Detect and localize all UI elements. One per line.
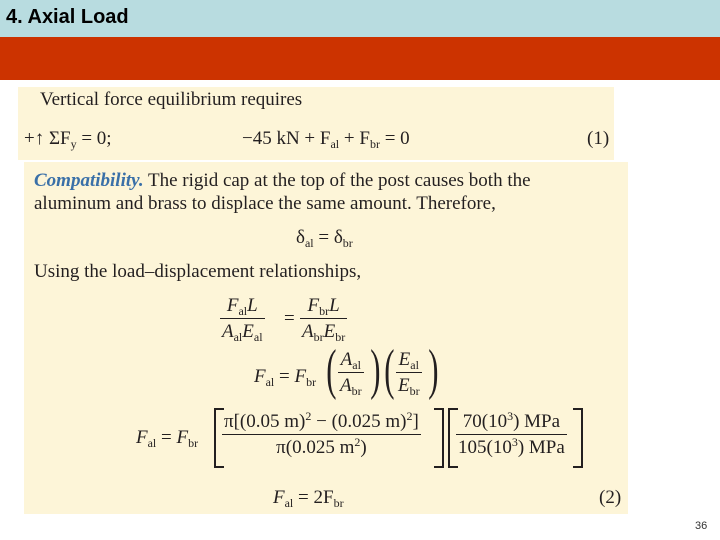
- left-paren-1: (: [326, 339, 337, 401]
- area-ratio: $A_{al}$ $A_{br}$: [340, 349, 362, 398]
- modulus-substitution: $70(10^3)$ MPa $105(10^3)$ MPa: [458, 409, 565, 458]
- load-displacement-text: Using the load–displacement relationships,: [34, 261, 362, 282]
- left-paren-2: (: [384, 339, 395, 401]
- fraction-al: $F_{al}L$ $A_{al}E_{al}$: [222, 295, 263, 344]
- slide-title-bar: [0, 0, 720, 37]
- right-paren-2: ): [428, 339, 439, 401]
- right-bracket-2: [573, 408, 583, 468]
- force-ratio-equation: $F_{al} = F_{br}$: [254, 366, 317, 389]
- equilibrium-intro: Vertical force equilibrium requires: [40, 89, 303, 110]
- equation-label-1: (1): [587, 128, 610, 149]
- page-number: 36: [695, 520, 708, 532]
- displacement-equality: $\delta_{al} = \delta_{br}$: [296, 227, 353, 250]
- equilibrium-equation: −45 kN + $F_{al} + F_{br} = 0$: [242, 128, 410, 151]
- compatibility-text-line1: Compatibility. The rigid cap at the top of the post causes both the: [34, 170, 531, 191]
- area-substitution: $\frac{\pi[(0.05 m)^2 - (0.025 m)^2]}{\pi(0.025 m^2)}$: [224, 409, 419, 458]
- compatibility-text-line2: aluminum and brass to displace the same amount. Therefore,: [34, 193, 496, 214]
- equals-sign: =: [284, 308, 295, 329]
- header-accent-band: [0, 37, 720, 80]
- equilibrium-sum: +↑ $\Sigma F_y = 0$;: [24, 128, 112, 151]
- slide-title: 4. Axial Load: [6, 6, 129, 28]
- equation-label-2: (2): [599, 487, 622, 508]
- right-bracket-1: [434, 408, 444, 468]
- modulus-ratio: $E_{al}$ $E_{br}$: [398, 349, 420, 398]
- final-equation: $F_{al} = 2F_{br}$: [273, 487, 344, 510]
- right-paren-1: ): [370, 339, 381, 401]
- fraction-br: $F_{br}L$ $A_{br}E_{br}$: [302, 295, 346, 344]
- numeric-substitution-lhs: $F_{al} = F_{br}$: [136, 427, 199, 450]
